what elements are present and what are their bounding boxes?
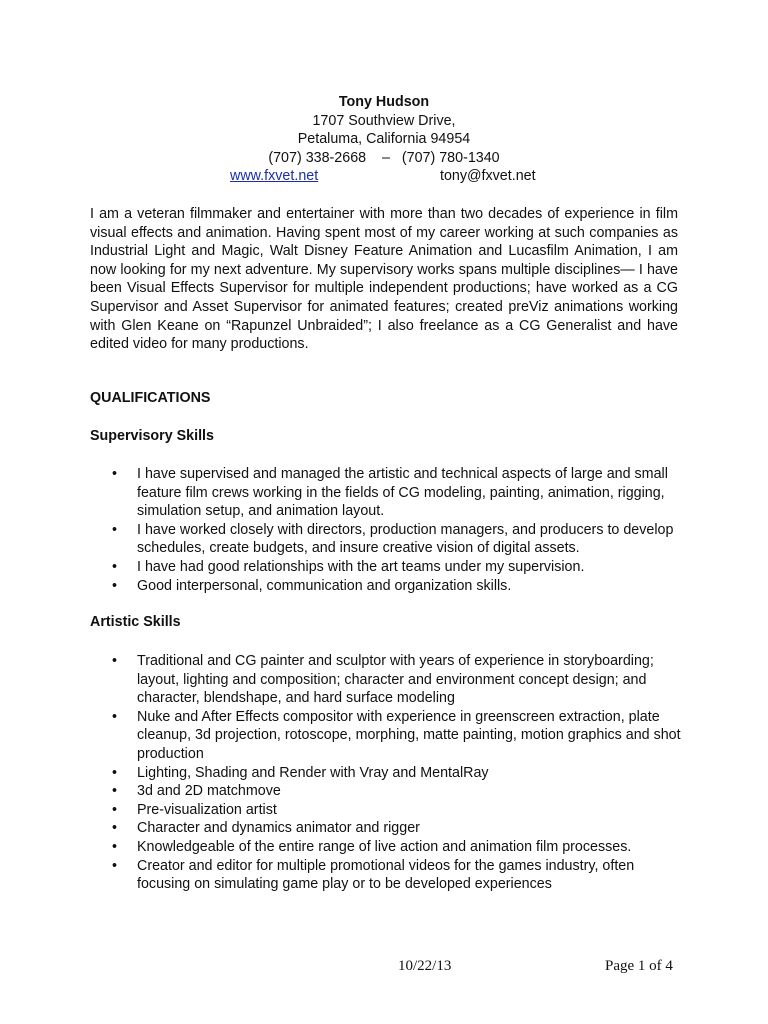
list-item-text: Character and dynamics animator and rigger	[137, 820, 420, 837]
supervisory-skills-heading: Supervisory Skills	[90, 428, 214, 444]
email-address: tony@fxvet.net	[440, 168, 536, 184]
intro-paragraph: I am a veteran filmmaker and entertainer with more than two decades of experience in film visual effects and animation. Having spent most of my career working at such companies as Industrial Light and Magic, Walt Disney Feature Animation and Lucasfilm Animation, I am now looking for my next adventure. My supervisory works spans multiple disciplines— I have been Visual Effects Supervisor for multiple independent productions; have worked as a CG Supervisor and Asset Supervisor for animated features; created preViz animations working with Glen Keane on “Rapunzel Unbraided”; I also freelance as a CG Generalist and have edited video for many productions.	[90, 206, 678, 353]
list-item-text: I have worked closely with directors, production managers, and producers to develop schedules, create budgets, and insure creative vision of digital assets.	[137, 521, 674, 557]
list-item	[112, 652, 682, 708]
list-item-text: Lighting, Shading and Render with Vray and MentalRay	[137, 764, 489, 781]
list-item	[112, 577, 682, 596]
supervisory-skills-list	[112, 465, 682, 595]
list-item-text: Nuke and After Effects compositor with experience in greenscreen extraction, plate cleanup, 3d projection, rotoscope, morphing, matte painting, motion graphics and shot production	[137, 708, 681, 762]
list-item	[112, 558, 682, 577]
list-item	[112, 801, 682, 820]
list-item-text: I have supervised and managed the artistic and technical aspects of large and small feature film crews working in the fields of CG modeling, painting, animation, rigging, simulation setup, and animation layout.	[137, 466, 668, 520]
list-item	[112, 782, 682, 801]
qualifications-heading: QUALIFICATIONS	[90, 390, 211, 406]
web-contact-line	[0, 167, 768, 186]
website-link[interactable]: www.fxvet.net	[230, 168, 319, 184]
intro-section	[90, 205, 678, 354]
list-item-text: I have had good relationships with the art teams under my supervision.	[137, 558, 585, 575]
bullet-icon: •	[112, 653, 118, 669]
bullet-icon: •	[112, 708, 118, 725]
list-item-text: Good interpersonal, communication and organization skills.	[137, 577, 512, 594]
footer-date: 10/22/13	[398, 958, 452, 974]
bullet-icon: •	[112, 521, 118, 538]
footer-page-number: Page 1 of 4	[605, 958, 673, 974]
bullet-icon: •	[112, 466, 118, 482]
list-item	[112, 819, 682, 838]
list-item	[112, 838, 682, 857]
list-item	[112, 764, 682, 783]
list-item	[112, 465, 682, 521]
bullet-icon: •	[112, 801, 118, 818]
artistic-skills-heading: Artistic Skills	[90, 614, 181, 630]
list-item-text: Traditional and CG painter and sculptor with years of experience in storyboarding; layout, lighting and composition; character and environment concept design; and character, blendshape, and hard surface modeling	[137, 653, 654, 707]
bullet-icon: •	[112, 764, 118, 781]
bullet-icon: •	[112, 558, 118, 575]
list-item-text: Pre-visualization artist	[137, 801, 277, 818]
bullet-icon: •	[112, 820, 118, 837]
person-name: Tony Hudson	[338, 94, 430, 110]
bullet-icon: •	[112, 838, 118, 855]
list-item-text: Creator and editor for multiple promotional videos for the games industry, often focusing on simulating game play or to be developed experiences	[137, 857, 635, 893]
list-item	[112, 521, 682, 558]
bullet-icon: •	[112, 783, 118, 800]
bullet-icon: •	[112, 577, 118, 594]
list-item	[112, 708, 682, 764]
list-item-text: Knowledgeable of the entire range of live action and animation film processes.	[137, 838, 632, 855]
bullet-icon: •	[112, 857, 118, 874]
resume-header	[0, 93, 768, 186]
address-line-1: 1707 Southview Drive,	[312, 112, 456, 129]
list-item-text: 3d and 2D matchmove	[137, 783, 281, 800]
phone-numbers: (707) 338-2668 – (707) 780-1340	[268, 149, 500, 166]
artistic-skills-list	[112, 652, 682, 894]
address-line-2: Petaluma, California 94954	[297, 131, 471, 147]
list-item	[112, 857, 682, 894]
